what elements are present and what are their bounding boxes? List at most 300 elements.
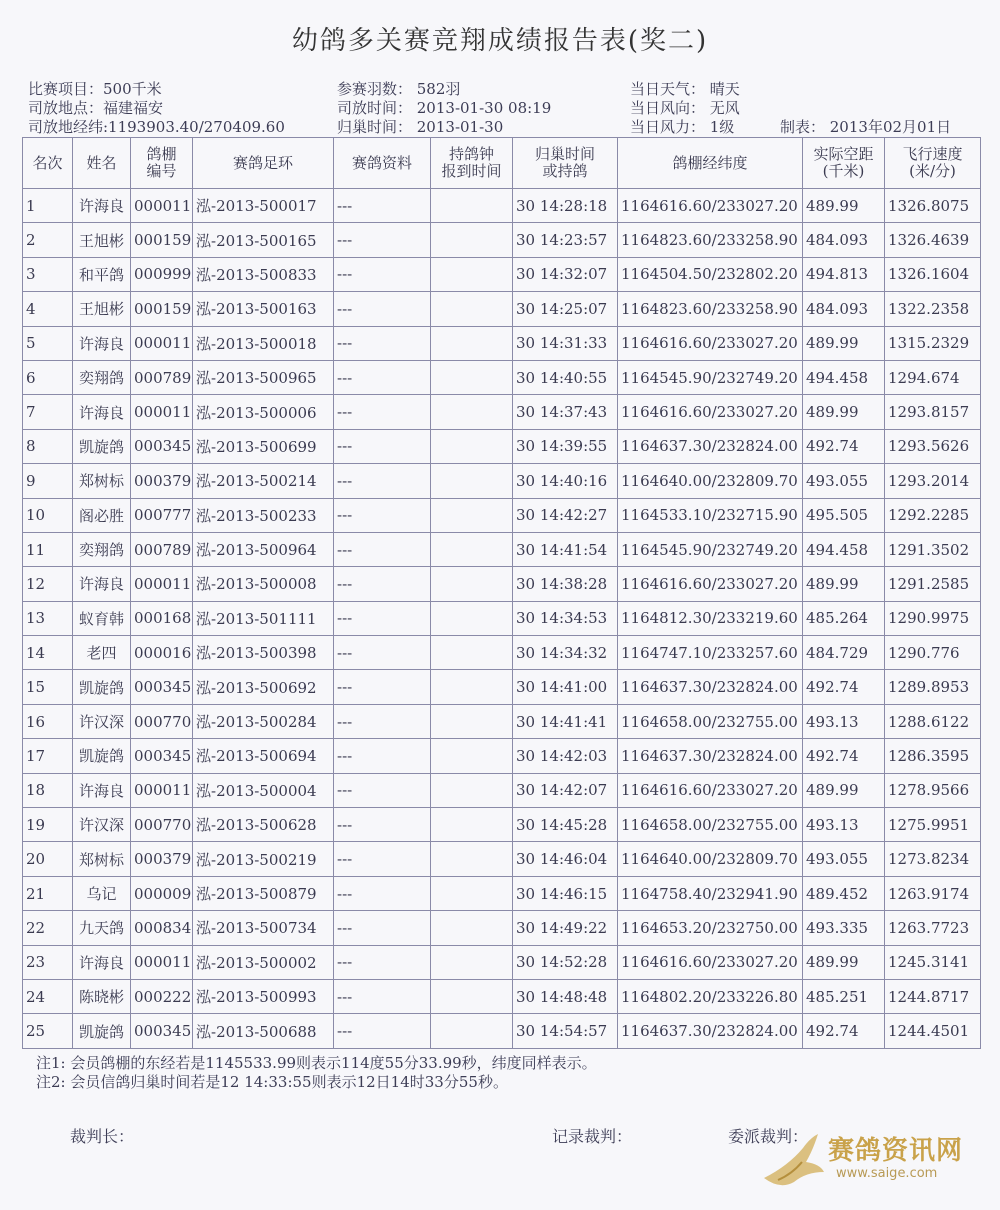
cell-clock-time — [431, 808, 513, 842]
cell-name: 蚁育韩 — [73, 601, 131, 635]
cell-ring: 泓-2013-500993 — [193, 979, 334, 1013]
cell-distance: 484.729 — [803, 636, 885, 670]
cell-distance: 493.13 — [803, 704, 885, 738]
cell-loft-no: 000770 — [131, 704, 193, 738]
table-row — [23, 189, 981, 223]
cell-pigeon-info: --- — [334, 1014, 431, 1048]
cell-speed: 1245.3141 — [885, 945, 981, 979]
table-row — [23, 326, 981, 360]
cell-rank: 20 — [23, 842, 73, 876]
cell-clock-time — [431, 636, 513, 670]
cell-arrival-time: 30 14:41:00 — [513, 670, 618, 704]
cell-ring: 泓-2013-500008 — [193, 567, 334, 601]
table-row — [23, 464, 981, 498]
cell-pigeon-info: --- — [334, 601, 431, 635]
cell-clock-time — [431, 979, 513, 1013]
cell-speed: 1290.776 — [885, 636, 981, 670]
cell-speed: 1326.1604 — [885, 257, 981, 291]
cell-coordinates: 1164640.00/232809.70 — [618, 464, 803, 498]
cell-rank: 21 — [23, 876, 73, 910]
results-table — [22, 137, 981, 1049]
cell-clock-time — [431, 395, 513, 429]
header-distance: 实际空距 (千米) — [803, 138, 885, 189]
cell-coordinates: 1164812.30/233219.60 — [618, 601, 803, 635]
cell-distance: 489.99 — [803, 773, 885, 807]
cell-rank: 25 — [23, 1014, 73, 1048]
cell-coordinates: 1164637.30/232824.00 — [618, 670, 803, 704]
table-row — [23, 842, 981, 876]
cell-clock-time — [431, 292, 513, 326]
table-row — [23, 739, 981, 773]
cell-arrival-time: 30 14:40:55 — [513, 360, 618, 394]
cell-loft-no: 000345 — [131, 429, 193, 463]
cell-loft-no: 000011 — [131, 945, 193, 979]
cell-rank: 10 — [23, 498, 73, 532]
cell-clock-time — [431, 601, 513, 635]
cell-name: 凯旋鸽 — [73, 429, 131, 463]
cell-ring: 泓-2013-500006 — [193, 395, 334, 429]
cell-rank: 19 — [23, 808, 73, 842]
cell-name: 奕翔鸽 — [73, 532, 131, 566]
cell-pigeon-info: --- — [334, 842, 431, 876]
cell-speed: 1244.4501 — [885, 1014, 981, 1048]
cell-ring: 泓-2013-500699 — [193, 429, 334, 463]
cell-clock-time — [431, 945, 513, 979]
cell-distance: 492.74 — [803, 670, 885, 704]
cell-ring: 泓-2013-501111 — [193, 601, 334, 635]
report-title: 幼鸽多关赛竞翔成绩报告表(奖二) — [291, 26, 709, 56]
cell-name: 凯旋鸽 — [73, 739, 131, 773]
cell-loft-no: 000009 — [131, 876, 193, 910]
cell-coordinates: 1164640.00/232809.70 — [618, 842, 803, 876]
table-row — [23, 670, 981, 704]
table-row — [23, 360, 981, 394]
cell-clock-time — [431, 360, 513, 394]
cell-name: 和平鸽 — [73, 257, 131, 291]
cell-rank: 9 — [23, 464, 73, 498]
cell-loft-no: 000770 — [131, 808, 193, 842]
cell-speed: 1288.6122 — [885, 704, 981, 738]
cell-clock-time — [431, 257, 513, 291]
cell-coordinates: 1164823.60/233258.90 — [618, 223, 803, 257]
header-arrival-time: 归巢时间 或持鸽 — [513, 138, 618, 189]
cell-clock-time — [431, 429, 513, 463]
cell-speed: 1315.2329 — [885, 326, 981, 360]
cell-distance: 484.093 — [803, 292, 885, 326]
cell-speed: 1275.9951 — [885, 808, 981, 842]
cell-arrival-time: 30 14:28:18 — [513, 189, 618, 223]
cell-name: 王旭彬 — [73, 223, 131, 257]
watermark-url: www.saige.com — [836, 1166, 938, 1181]
cell-rank: 13 — [23, 601, 73, 635]
cell-arrival-time: 30 14:41:41 — [513, 704, 618, 738]
cell-name: 凯旋鸽 — [73, 670, 131, 704]
cell-name: 王旭彬 — [73, 292, 131, 326]
cell-ring: 泓-2013-500694 — [193, 739, 334, 773]
cell-arrival-time: 30 14:42:03 — [513, 739, 618, 773]
cell-name: 九天鸽 — [73, 911, 131, 945]
recording-judge-label: 记录裁判： — [552, 1127, 633, 1146]
weather: 当日天气： 晴天 — [630, 80, 740, 98]
entry-count: 参赛羽数： 582羽 — [337, 80, 461, 98]
cell-distance: 489.99 — [803, 395, 885, 429]
cell-loft-no: 000777 — [131, 498, 193, 532]
delegated-judge-label: 委派裁判： — [728, 1127, 809, 1146]
release-time: 司放时间： 2013-01-30 08:19 — [337, 99, 552, 117]
cell-distance: 494.813 — [803, 257, 885, 291]
header-speed: 飞行速度 (米/分) — [885, 138, 981, 189]
cell-ring: 泓-2013-500628 — [193, 808, 334, 842]
cell-loft-no: 000159 — [131, 292, 193, 326]
cell-clock-time — [431, 773, 513, 807]
cell-speed: 1278.9566 — [885, 773, 981, 807]
cell-clock-time — [431, 326, 513, 360]
cell-loft-no: 000379 — [131, 464, 193, 498]
cell-clock-time — [431, 223, 513, 257]
table-row — [23, 498, 981, 532]
cell-rank: 7 — [23, 395, 73, 429]
table-row — [23, 704, 981, 738]
cell-arrival-time: 30 14:42:07 — [513, 773, 618, 807]
cell-arrival-time: 30 14:52:28 — [513, 945, 618, 979]
cell-rank: 1 — [23, 189, 73, 223]
cell-clock-time — [431, 189, 513, 223]
header-pigeon-info: 赛鸽资料 — [334, 138, 431, 189]
cell-distance: 485.251 — [803, 979, 885, 1013]
table-row — [23, 911, 981, 945]
cell-speed: 1291.3502 — [885, 532, 981, 566]
table-row — [23, 601, 981, 635]
cell-pigeon-info: --- — [334, 429, 431, 463]
cell-coordinates: 1164802.20/233226.80 — [618, 979, 803, 1013]
table-row — [23, 808, 981, 842]
table-header-row — [23, 138, 981, 189]
cell-pigeon-info: --- — [334, 773, 431, 807]
cell-pigeon-info: --- — [334, 189, 431, 223]
cell-pigeon-info: --- — [334, 979, 431, 1013]
cell-speed: 1244.8717 — [885, 979, 981, 1013]
cell-loft-no: 000011 — [131, 395, 193, 429]
cell-name: 许海良 — [73, 326, 131, 360]
cell-coordinates: 1164616.60/233027.20 — [618, 189, 803, 223]
table-row — [23, 636, 981, 670]
cell-name: 老四 — [73, 636, 131, 670]
cell-pigeon-info: --- — [334, 292, 431, 326]
cell-name: 凯旋鸽 — [73, 1014, 131, 1048]
cell-rank: 8 — [23, 429, 73, 463]
cell-speed: 1291.2585 — [885, 567, 981, 601]
cell-name: 许海良 — [73, 773, 131, 807]
cell-ring: 泓-2013-500004 — [193, 773, 334, 807]
cell-ring: 泓-2013-500233 — [193, 498, 334, 532]
cell-distance: 493.13 — [803, 808, 885, 842]
info-column-1 — [28, 80, 285, 137]
cell-distance: 489.99 — [803, 567, 885, 601]
cell-ring: 泓-2013-500163 — [193, 292, 334, 326]
cell-ring: 泓-2013-500692 — [193, 670, 334, 704]
cell-pigeon-info: --- — [334, 326, 431, 360]
cell-speed: 1326.4639 — [885, 223, 981, 257]
cell-pigeon-info: --- — [334, 223, 431, 257]
cell-distance: 484.093 — [803, 223, 885, 257]
cell-ring: 泓-2013-500214 — [193, 464, 334, 498]
cell-rank: 15 — [23, 670, 73, 704]
table-row — [23, 532, 981, 566]
cell-loft-no: 000168 — [131, 601, 193, 635]
cell-clock-time — [431, 532, 513, 566]
table-row — [23, 223, 981, 257]
cell-rank: 11 — [23, 532, 73, 566]
cell-coordinates: 1164616.60/233027.20 — [618, 773, 803, 807]
table-body — [23, 189, 981, 1049]
cell-pigeon-info: --- — [334, 395, 431, 429]
cell-coordinates: 1164637.30/232824.00 — [618, 429, 803, 463]
cell-coordinates: 1164504.50/232802.20 — [618, 257, 803, 291]
cell-loft-no: 000016 — [131, 636, 193, 670]
cell-arrival-time: 30 14:25:07 — [513, 292, 618, 326]
cell-name: 奕翔鸽 — [73, 360, 131, 394]
cell-speed: 1292.2285 — [885, 498, 981, 532]
cell-arrival-time: 30 14:46:15 — [513, 876, 618, 910]
cell-arrival-time: 30 14:42:27 — [513, 498, 618, 532]
table-row — [23, 257, 981, 291]
cell-arrival-time: 30 14:46:04 — [513, 842, 618, 876]
cell-coordinates: 1164545.90/232749.20 — [618, 360, 803, 394]
cell-clock-time — [431, 498, 513, 532]
header-loft-no: 鸽棚 编号 — [131, 138, 193, 189]
table-row — [23, 292, 981, 326]
table-row — [23, 979, 981, 1013]
release-location: 司放地点：福建福安 — [28, 99, 164, 117]
cell-name: 陈晓彬 — [73, 979, 131, 1013]
header-clock-time: 持鸽钟 报到时间 — [431, 138, 513, 189]
cell-rank: 16 — [23, 704, 73, 738]
cell-clock-time — [431, 464, 513, 498]
table-row — [23, 876, 981, 910]
cell-rank: 14 — [23, 636, 73, 670]
cell-coordinates: 1164616.60/233027.20 — [618, 945, 803, 979]
cell-coordinates: 1164658.00/232755.00 — [618, 704, 803, 738]
made-date: 制表： 2013年02月01日 — [780, 118, 952, 136]
cell-distance: 492.74 — [803, 739, 885, 773]
cell-loft-no: 000789 — [131, 360, 193, 394]
header-name: 姓名 — [73, 138, 131, 189]
cell-coordinates: 1164545.90/232749.20 — [618, 532, 803, 566]
cell-speed: 1322.2358 — [885, 292, 981, 326]
cell-loft-no: 000345 — [131, 670, 193, 704]
info-column-2 — [337, 80, 551, 137]
cell-arrival-time: 30 14:37:43 — [513, 395, 618, 429]
cell-name: 许海良 — [73, 945, 131, 979]
cell-speed: 1293.5626 — [885, 429, 981, 463]
cell-name: 阁必胜 — [73, 498, 131, 532]
cell-name: 许汉深 — [73, 704, 131, 738]
cell-ring: 泓-2013-500165 — [193, 223, 334, 257]
note-1: 注1: 会员鸽棚的东经若是1145533.99则表示114度55分33.99秒，纬度同样表示。 — [36, 1054, 597, 1072]
cell-distance: 493.335 — [803, 911, 885, 945]
cell-speed: 1286.3595 — [885, 739, 981, 773]
cell-name: 乌记 — [73, 876, 131, 910]
cell-clock-time — [431, 842, 513, 876]
cell-coordinates: 1164533.10/232715.90 — [618, 498, 803, 532]
cell-ring: 泓-2013-500734 — [193, 911, 334, 945]
cell-distance: 489.99 — [803, 189, 885, 223]
table-row — [23, 429, 981, 463]
cell-distance: 489.452 — [803, 876, 885, 910]
cell-pigeon-info: --- — [334, 945, 431, 979]
cell-loft-no: 000345 — [131, 1014, 193, 1048]
cell-clock-time — [431, 739, 513, 773]
cell-pigeon-info: --- — [334, 567, 431, 601]
cell-arrival-time: 30 14:45:28 — [513, 808, 618, 842]
cell-arrival-time: 30 14:54:57 — [513, 1014, 618, 1048]
cell-loft-no: 000011 — [131, 773, 193, 807]
cell-loft-no: 000011 — [131, 326, 193, 360]
cell-ring: 泓-2013-500002 — [193, 945, 334, 979]
cell-speed: 1293.2014 — [885, 464, 981, 498]
cell-ring: 泓-2013-500688 — [193, 1014, 334, 1048]
wind-direction: 当日风向： 无风 — [630, 99, 740, 117]
cell-distance: 494.458 — [803, 532, 885, 566]
cell-arrival-time: 30 14:48:48 — [513, 979, 618, 1013]
pigeon-logo-icon — [758, 1128, 828, 1196]
cell-coordinates: 1164637.30/232824.00 — [618, 739, 803, 773]
header-coordinates: 鸽棚经纬度 — [618, 138, 803, 189]
cell-pigeon-info: --- — [334, 532, 431, 566]
watermark-name: 赛鸽资讯网 — [828, 1136, 964, 1166]
cell-pigeon-info: --- — [334, 670, 431, 704]
cell-rank: 24 — [23, 979, 73, 1013]
cell-arrival-time: 30 14:34:53 — [513, 601, 618, 635]
cell-coordinates: 1164747.10/233257.60 — [618, 636, 803, 670]
cell-distance: 485.264 — [803, 601, 885, 635]
cell-arrival-time: 30 14:49:22 — [513, 911, 618, 945]
cell-ring: 泓-2013-500879 — [193, 876, 334, 910]
cell-distance: 492.74 — [803, 1014, 885, 1048]
wind-force: 当日风力： 1级 — [630, 118, 735, 136]
cell-loft-no: 000999 — [131, 257, 193, 291]
cell-coordinates: 1164658.00/232755.00 — [618, 808, 803, 842]
info-column-3 — [630, 80, 740, 137]
chief-judge-label: 裁判长： — [70, 1127, 135, 1146]
cell-pigeon-info: --- — [334, 704, 431, 738]
header-rank: 名次 — [23, 138, 73, 189]
cell-speed: 1273.8234 — [885, 842, 981, 876]
cell-coordinates: 1164758.40/232941.90 — [618, 876, 803, 910]
cell-rank: 22 — [23, 911, 73, 945]
cell-loft-no: 000159 — [131, 223, 193, 257]
cell-speed: 1290.9975 — [885, 601, 981, 635]
cell-clock-time — [431, 876, 513, 910]
release-coordinates: 司放地经纬:1193903.40/270409.60 — [28, 118, 285, 136]
cell-arrival-time: 30 14:23:57 — [513, 223, 618, 257]
cell-name: 郑树标 — [73, 464, 131, 498]
cell-clock-time — [431, 704, 513, 738]
cell-speed: 1293.8157 — [885, 395, 981, 429]
note-2: 注2: 会员信鸽归巢时间若是12 14:33:55则表示12日14时33分55秒。 — [36, 1073, 508, 1091]
table-row — [23, 1014, 981, 1048]
cell-distance: 495.505 — [803, 498, 885, 532]
cell-rank: 5 — [23, 326, 73, 360]
cell-coordinates: 1164823.60/233258.90 — [618, 292, 803, 326]
return-time: 归巢时间： 2013-01-30 — [337, 118, 504, 136]
cell-speed: 1289.8953 — [885, 670, 981, 704]
cell-distance: 492.74 — [803, 429, 885, 463]
cell-name: 许海良 — [73, 189, 131, 223]
notes — [36, 1054, 597, 1092]
cell-arrival-time: 30 14:31:33 — [513, 326, 618, 360]
cell-loft-no: 000789 — [131, 532, 193, 566]
table-row — [23, 945, 981, 979]
race-item: 比赛项目：500千米 — [28, 80, 162, 98]
cell-clock-time — [431, 670, 513, 704]
cell-distance: 489.99 — [803, 945, 885, 979]
header-ring: 赛鸽足环 — [193, 138, 334, 189]
cell-distance: 493.055 — [803, 842, 885, 876]
cell-name: 郑树标 — [73, 842, 131, 876]
cell-arrival-time: 30 14:34:32 — [513, 636, 618, 670]
cell-clock-time — [431, 1014, 513, 1048]
cell-rank: 17 — [23, 739, 73, 773]
cell-rank: 6 — [23, 360, 73, 394]
cell-coordinates: 1164616.60/233027.20 — [618, 567, 803, 601]
cell-rank: 18 — [23, 773, 73, 807]
cell-coordinates: 1164616.60/233027.20 — [618, 395, 803, 429]
cell-loft-no: 000011 — [131, 189, 193, 223]
cell-rank: 12 — [23, 567, 73, 601]
cell-pigeon-info: --- — [334, 360, 431, 394]
cell-distance: 489.99 — [803, 326, 885, 360]
cell-pigeon-info: --- — [334, 636, 431, 670]
cell-speed: 1326.8075 — [885, 189, 981, 223]
table-row — [23, 567, 981, 601]
cell-arrival-time: 30 14:39:55 — [513, 429, 618, 463]
cell-ring: 泓-2013-500964 — [193, 532, 334, 566]
cell-coordinates: 1164616.60/233027.20 — [618, 326, 803, 360]
cell-pigeon-info: --- — [334, 498, 431, 532]
cell-arrival-time: 30 14:32:07 — [513, 257, 618, 291]
cell-distance: 494.458 — [803, 360, 885, 394]
cell-loft-no: 000379 — [131, 842, 193, 876]
cell-arrival-time: 30 14:40:16 — [513, 464, 618, 498]
table-row — [23, 773, 981, 807]
cell-speed: 1263.7723 — [885, 911, 981, 945]
cell-pigeon-info: --- — [334, 876, 431, 910]
cell-pigeon-info: --- — [334, 257, 431, 291]
cell-name: 许海良 — [73, 395, 131, 429]
cell-rank: 23 — [23, 945, 73, 979]
cell-distance: 493.055 — [803, 464, 885, 498]
cell-coordinates: 1164653.20/232750.00 — [618, 911, 803, 945]
cell-rank: 4 — [23, 292, 73, 326]
cell-ring: 泓-2013-500018 — [193, 326, 334, 360]
cell-coordinates: 1164637.30/232824.00 — [618, 1014, 803, 1048]
cell-ring: 泓-2013-500833 — [193, 257, 334, 291]
cell-rank: 2 — [23, 223, 73, 257]
cell-clock-time — [431, 567, 513, 601]
table-row — [23, 395, 981, 429]
cell-loft-no: 000222 — [131, 979, 193, 1013]
cell-loft-no: 000345 — [131, 739, 193, 773]
cell-ring: 泓-2013-500965 — [193, 360, 334, 394]
cell-clock-time — [431, 911, 513, 945]
cell-ring: 泓-2013-500219 — [193, 842, 334, 876]
cell-name: 许汉深 — [73, 808, 131, 842]
cell-speed: 1263.9174 — [885, 876, 981, 910]
cell-pigeon-info: --- — [334, 911, 431, 945]
cell-speed: 1294.674 — [885, 360, 981, 394]
cell-ring: 泓-2013-500017 — [193, 189, 334, 223]
